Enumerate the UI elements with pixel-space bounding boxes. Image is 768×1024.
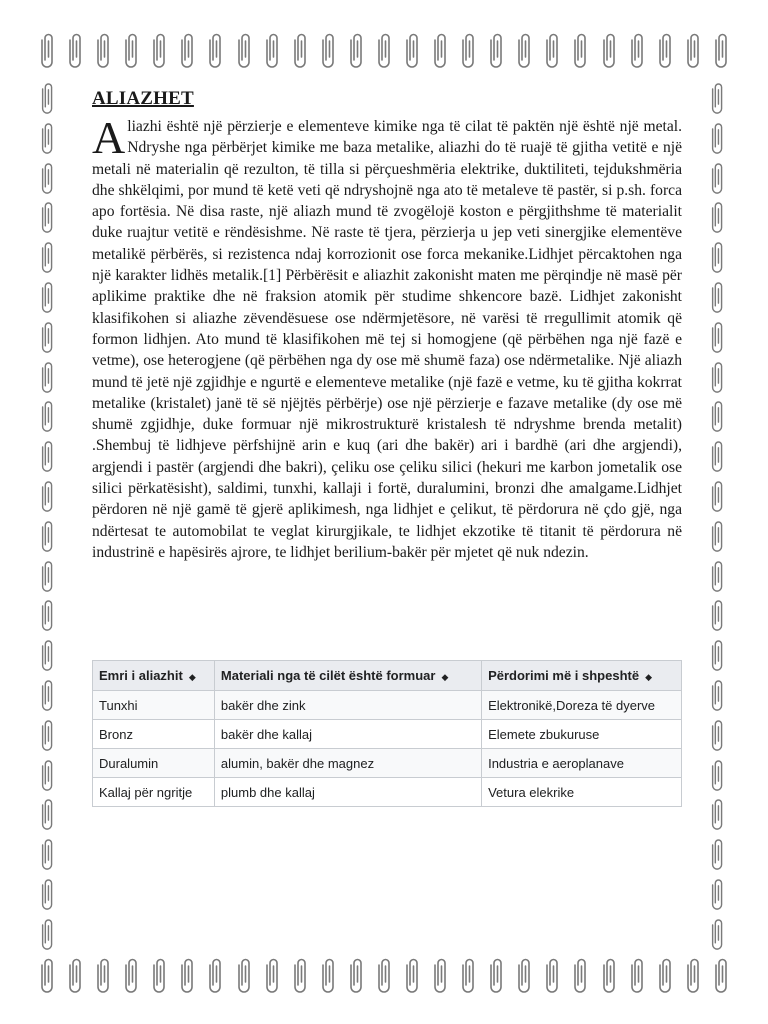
- paperclip-icon: [710, 796, 726, 830]
- paperclip-icon: [40, 757, 56, 791]
- paperclip-icon: [710, 597, 726, 631]
- paperclip-icon: [40, 637, 56, 671]
- paperclip-icon: [630, 30, 646, 68]
- paperclip-icon: [461, 955, 477, 993]
- paperclip-icon: [714, 955, 730, 993]
- paperclip-icon: [40, 359, 56, 393]
- paperclip-icon: [40, 80, 56, 114]
- column-header-materials[interactable]: Materiali nga të cilët është formuar ◆: [214, 661, 481, 691]
- paperclip-icon: [630, 955, 646, 993]
- paperclip-icon: [710, 757, 726, 791]
- paperclip-icon: [96, 955, 112, 993]
- paragraph-text: liazhi është një përzierje e elementeve kimike nga të cilat të paktën një është një metal. Ndryshe nga përbërjet kimike me baza metalike, aliazhi do të ruajë të gjitha vetitë e një metali në materialin që rezulton, të tilla si përçueshmëria elektrike, duktiliteti, tejdukshmëria dhe shkëlqimi, por mund të ketë veti që ndryshojnë nga ato të metaleve të pastër, si p.sh. forca apo fortësia. Në disa raste, një aliazh mund të zvogëlojë koston e përgjithshme të materialit duke ruajtur vetitë e rëndësishme. Në raste të tjera, përzierja u jep veti sinergjike elementëve metalikë përbërës, si rezistenca ndaj korrozionit ose forca mekanike.Lidhjet përcaktohen nga një karakter lidhës metalik.[1] Përbërësit e aliazhit zakonisht maten me përqindje në masë për aplikime praktike dhe në fraksion atomik për studime shkencore bazë. Lidhjet zakonisht klasifikohen si aliazhe zëvendësuese ose ndërmjetësore, në varësi të rregullimit atomik që formon lidhjen. Ato mund të klasifikohen më tej si homogjene (që përbëhen nga një fazë e vetme), ose heterogjene (që përbëhen nga dy ose më shumë faza) ose ndërmetalike. Një aliazh mund të jetë një zgjidhje e ngurtë e elementeve metalike (një fazë e vetme, ku të gjitha kokrrat metalike (kristalet) janë të së njëjtës përbërje) ose një përzierje e fazave metalike (dy ose më shumë zgjidhje, duke formuar një mikrostrukturë kristalesh të ndryshme brenda metalit) .Shembuj të lidhjeve përfshijnë arin e kuq (ari dhe bakër) ari i bardhë (ari dhe argjendi), argjendi i pastër (argjendi dhe bakri), çeliku ose çeliku silici (hekuri me karbon jometalik ose silici përkatësisht), saldimi, tunxhi, kallaji i fortë, duralumini, bronzi dhe amalgame.Lidhjet përdoren në një gamë të gjerë aplikimesh, nga lidhjet e çelikut, të përdorura në çdo gjë, nga ndërtesat te automobilat te veglat kirurgjikale, te lidhjet ekzotike të titanit të përdorura në industrinë e hapësirës ajrore, te lidhjet berilium-bakër për mjetet që nuk ndezin.: [92, 118, 682, 561]
- table-cell: bakër dhe zink: [214, 691, 481, 720]
- table-cell: Bronz: [93, 720, 215, 749]
- paperclip-icon: [710, 359, 726, 393]
- paperclip-icon: [710, 319, 726, 353]
- sort-icon: ◆: [441, 672, 449, 682]
- table-cell: Tunxhi: [93, 691, 215, 720]
- paperclip-icon: [68, 955, 84, 993]
- table-cell: Elektronikë,Doreza të dyerve: [482, 691, 682, 720]
- paperclip-icon: [710, 80, 726, 114]
- table-row: [93, 691, 682, 720]
- paperclip-icon: [489, 30, 505, 68]
- column-header-usage[interactable]: Përdorimi më i shpeshtë ◆: [482, 661, 682, 691]
- paperclip-icon: [710, 637, 726, 671]
- paperclip-icon: [40, 518, 56, 552]
- paperclip-icon: [40, 677, 56, 711]
- paperclip-icon: [40, 876, 56, 910]
- paperclip-icon: [433, 30, 449, 68]
- paperclip-icon: [208, 955, 224, 993]
- sort-icon: ◆: [188, 672, 196, 682]
- paperclip-icon: [710, 239, 726, 273]
- paperclip-icon: [321, 955, 337, 993]
- paperclip-icon: [208, 30, 224, 68]
- paperclip-icon: [40, 239, 56, 273]
- paperclip-icon: [293, 30, 309, 68]
- paperclip-icon: [710, 558, 726, 592]
- paperclip-icon: [686, 955, 702, 993]
- table-row: [93, 749, 682, 778]
- column-header-alloy-name[interactable]: Emri i aliazhit ◆: [93, 661, 215, 691]
- paperclip-icon: [40, 916, 56, 950]
- paperclip-icon: [710, 876, 726, 910]
- paperclip-icon: [377, 30, 393, 68]
- paperclip-icon: [710, 677, 726, 711]
- paperclip-icon: [40, 160, 56, 194]
- table-cell: bakër dhe kallaj: [214, 720, 481, 749]
- paperclip-icon: [710, 199, 726, 233]
- paperclip-icon: [489, 955, 505, 993]
- paperclip-icon: [545, 30, 561, 68]
- paperclip-icon: [40, 398, 56, 432]
- paperclip-icon: [40, 478, 56, 512]
- paperclip-icon: [377, 955, 393, 993]
- sort-icon: ◆: [645, 672, 653, 682]
- table-row: [93, 778, 682, 807]
- paperclip-icon: [237, 30, 253, 68]
- alloys-table: [92, 660, 682, 807]
- paperclip-icon: [40, 836, 56, 870]
- table-cell: alumin, bakër dhe magnez: [214, 749, 481, 778]
- paperclip-icon: [40, 558, 56, 592]
- paperclip-icon: [710, 916, 726, 950]
- paperclip-icon: [710, 438, 726, 472]
- paperclip-icon: [40, 955, 56, 993]
- paperclip-icon: [602, 30, 618, 68]
- table-cell: Duralumin: [93, 749, 215, 778]
- paperclip-icon: [658, 30, 674, 68]
- paperclip-icon: [686, 30, 702, 68]
- right-paperclip-border: [710, 80, 730, 950]
- table-cell: Kallaj për ngritje: [93, 778, 215, 807]
- paperclip-icon: [68, 30, 84, 68]
- paperclip-icon: [96, 30, 112, 68]
- paperclip-icon: [124, 955, 140, 993]
- paperclip-icon: [517, 30, 533, 68]
- paperclip-icon: [40, 717, 56, 751]
- paperclip-icon: [265, 30, 281, 68]
- paperclip-icon: [349, 955, 365, 993]
- paperclip-icon: [545, 955, 561, 993]
- paperclip-icon: [293, 955, 309, 993]
- paperclip-icon: [321, 30, 337, 68]
- table-cell: Industria e aeroplanave: [482, 749, 682, 778]
- document-body: [92, 88, 682, 563]
- paperclip-icon: [710, 120, 726, 154]
- paperclip-icon: [573, 30, 589, 68]
- paperclip-icon: [405, 955, 421, 993]
- paperclip-icon: [124, 30, 140, 68]
- table-cell: Elemete zbukuruse: [482, 720, 682, 749]
- paperclip-icon: [40, 120, 56, 154]
- paperclip-icon: [710, 717, 726, 751]
- paperclip-icon: [461, 30, 477, 68]
- paperclip-icon: [40, 319, 56, 353]
- paperclip-icon: [433, 955, 449, 993]
- paperclip-icon: [710, 279, 726, 313]
- paperclip-icon: [710, 518, 726, 552]
- bottom-paperclip-border: [40, 955, 730, 995]
- paperclip-icon: [40, 279, 56, 313]
- paperclip-icon: [40, 199, 56, 233]
- paperclip-icon: [405, 30, 421, 68]
- paperclip-icon: [710, 160, 726, 194]
- paperclip-icon: [265, 955, 281, 993]
- table-cell: plumb dhe kallaj: [214, 778, 481, 807]
- table-row: [93, 720, 682, 749]
- paperclip-icon: [40, 30, 56, 68]
- paperclip-icon: [40, 438, 56, 472]
- table-cell: Vetura elekrike: [482, 778, 682, 807]
- left-paperclip-border: [40, 80, 60, 950]
- paperclip-icon: [602, 955, 618, 993]
- paperclip-icon: [710, 836, 726, 870]
- paperclip-icon: [180, 955, 196, 993]
- paperclip-icon: [658, 955, 674, 993]
- paperclip-icon: [573, 955, 589, 993]
- paperclip-icon: [40, 796, 56, 830]
- paperclip-icon: [237, 955, 253, 993]
- main-paragraph: [92, 112, 682, 563]
- paperclip-icon: [40, 597, 56, 631]
- paperclip-icon: [180, 30, 196, 68]
- paperclip-icon: [714, 30, 730, 68]
- paperclip-icon: [152, 30, 168, 68]
- paperclip-icon: [710, 478, 726, 512]
- paperclip-icon: [710, 398, 726, 432]
- paperclip-icon: [152, 955, 168, 993]
- drop-cap: A: [92, 112, 126, 163]
- paperclip-icon: [349, 30, 365, 68]
- table-header-row: [93, 661, 682, 691]
- top-paperclip-border: [40, 30, 730, 70]
- document-title: ALIAZHET: [92, 88, 194, 109]
- paperclip-icon: [517, 955, 533, 993]
